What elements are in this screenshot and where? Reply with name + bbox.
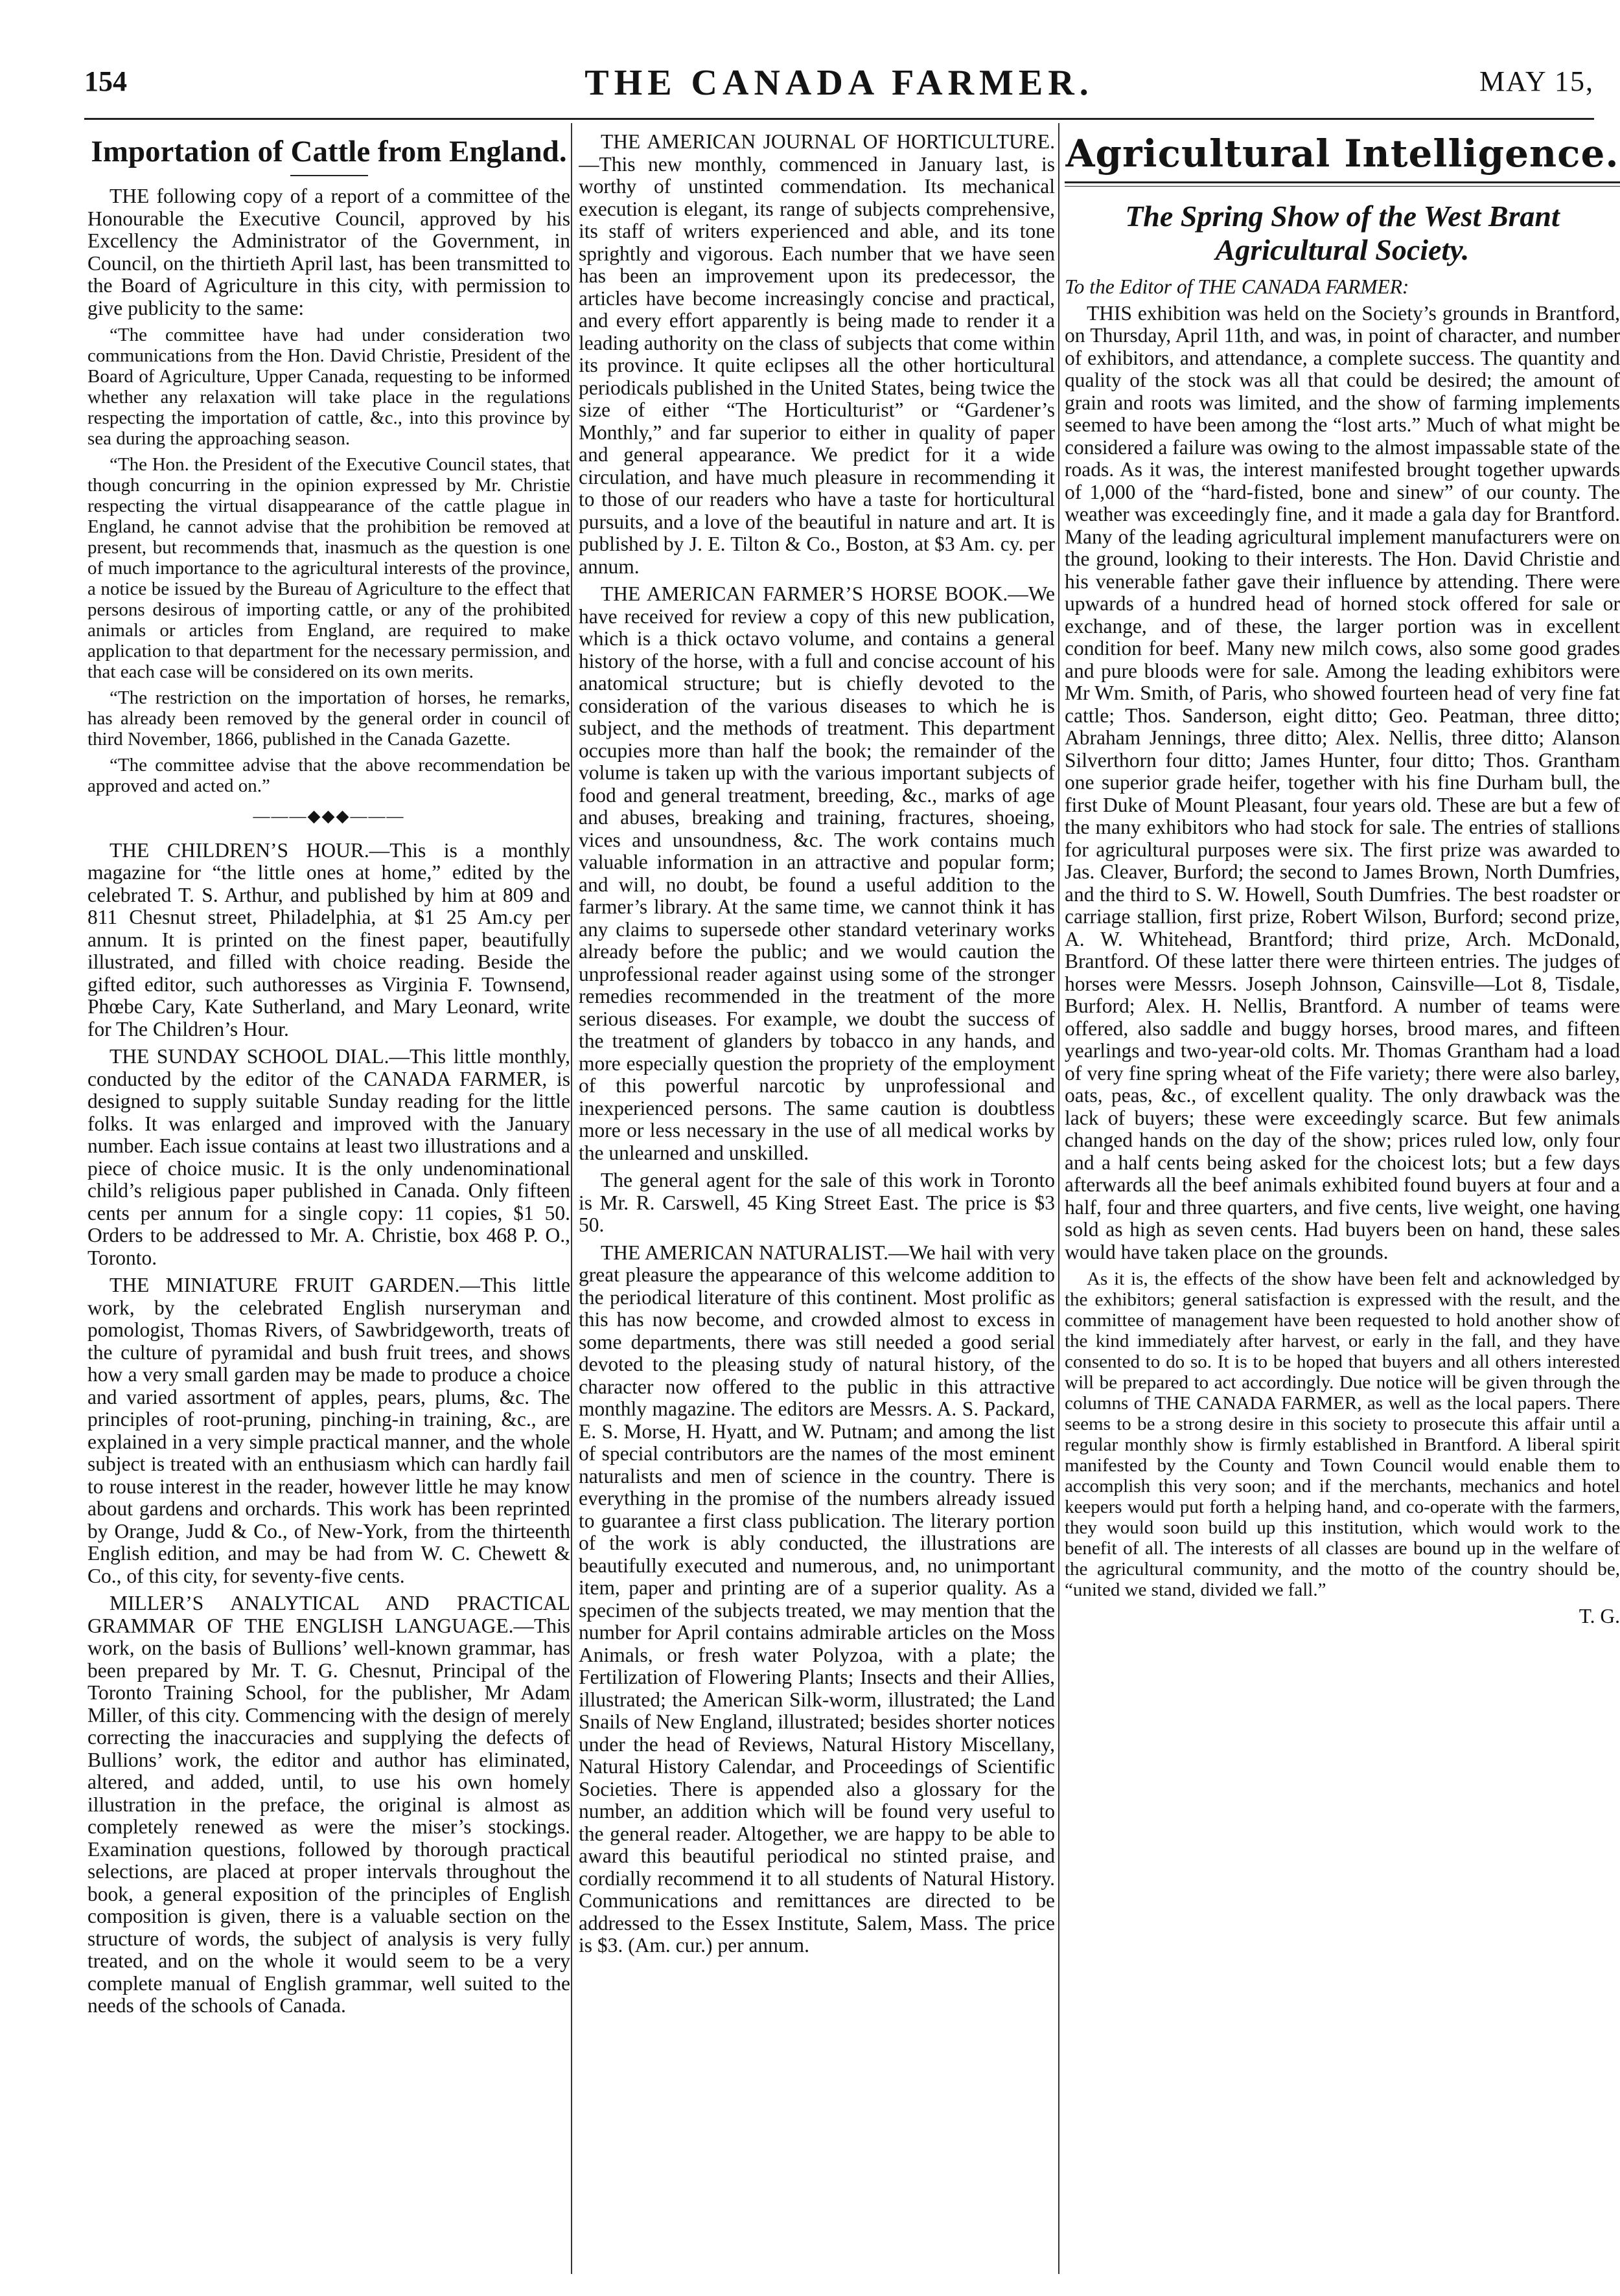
column-3 <box>1065 131 1620 2262</box>
masthead: THE CANADA FARMER. <box>584 63 1094 103</box>
quoted-paragraph: “The Hon. the President of the Executive Council states, that though concurring in the opinion expressed by Mr. Christie respecting the virtual disappearance of the cattle plague in England, he cannot advise that the prohibition be removed at present, but recommends that, inasmuch as the question is one of much importance to the agricultural interests of the province, a notice be issued by the Bureau of Agriculture to the effect that persons desirous of importing cattle, or any of the prohibited animals or articles from England, are required to make application to that department for the necessary permission, and that each case will be considered on its own merits. <box>87 454 570 682</box>
review-childrens-hour: THE CHILDREN’S HOUR.—This is a monthly magazine for “the little ones at home,” edited by the celebrated T. S. Arthur, and published by him at 809 and 811 Chesnut street, Philadelphia, at $1 25 Am.cy per annum. It is printed on the finest paper, beautifully illustrated, and filled with choice reading. Beside the gifted editor, such authoresses as Virginia F. Townsend, Phœbe Cary, Kate Sutherland, and Mary Leonard, write for The Children’s Hour. <box>87 838 570 1040</box>
letter-addressee: To the Editor of THE CANADA FARMER: <box>1065 275 1409 298</box>
section-rule <box>1065 181 1620 187</box>
horse-book-agent: The general agent for the sale of this work in Toronto is Mr. R. Carswell, 45 King Street East. The price is $3 50. <box>579 1169 1055 1236</box>
column-1 <box>87 131 570 2262</box>
column-divider <box>1058 123 1059 2274</box>
quoted-paragraph: “The committee have had under consideration two communications from the Hon. David Christie, President of the Board of Agriculture, Upper Canada, requesting to be informed whether any relaxation will take place in the regulations respecting the importation of cattle, &c., into this province by sea during the approaching season. <box>87 325 570 449</box>
review-horse-book: THE AMERICAN FARMER’S HORSE BOOK.—We have received for review a copy of this new publication, which is a thick octavo volume, and contains a general history of the horse, with a full and concise account of his anatomical structure; but is chiefly devoted to the consideration of the various diseases to which he is subject, and the methods of treatment. This department occupies more than half the book; the remainder of the volume is taken up with the various important subjects of food and general treatment, breeding, &c., marks of age and abuses, breaking and training, fractures, shoeing, vices and unsoundness, &c. The work contains much valuable information in an attractive and popular form; and will, no doubt, be found a useful addition to the farmer’s library. At the same time, we cannot think it has any claims to supersede other standard veterinary works already before the public; and we would caution the unprofessional reader against using some of the stronger remedies recommended in the treatment of the more serious diseases. For example, we doubt the success of the treatment of glanders by tobacco in any hands, and more especially question the propriety of the employment of this powerful narcotic by unprofessional and inexperienced persons. The same caution is doubtless more or less necessary in the use of all medical works by the unlearned and unskilled. <box>579 582 1055 1164</box>
review-journal-of-horticulture: THE AMERICAN JOURNAL OF HORTICULTURE.—This new monthly, commenced in January last, is worthy of unstinted commendation. Its mechanical execution is elegant, its range of subjects comprehensive, its staff of writers experienced and able, and its tone sprightly and vigorous. Each number that we have seen has been an improvement upon its predecessor, the articles have become increasingly concise and practical, and every effort apparently is being made to render it a leading authority on the class of subjects that come within its province. It quite eclipses all the other horticultural periodicals published in the United States, being twice the size of either “The Horticulturist” or “Gardener’s Monthly,” and far superior to either in quality of paper and general appearance. We predict for it a wide circulation, and have much pleasure in recommending it to those of our readers who have a taste for horticultural pursuits, and a love of the beautiful in nature and art. It is published by J. E. Tilton & Co., Boston, at $3 Am. cy. per annum. <box>579 131 1055 578</box>
quoted-paragraph: “The restriction on the importation of horses, he remarks, has already been removed by the general order in council of third November, 1866, published in the Canada Gazette. <box>87 687 570 750</box>
letter-signature: T. G. <box>1579 1605 1620 1627</box>
column-2 <box>579 131 1055 2262</box>
ornamental-divider: ———◆◆◆——— <box>253 807 405 825</box>
issue-date: MAY 15, <box>1479 65 1594 97</box>
article-paragraph: THIS exhibition was held on the Society’s grounds in Brantford, on Thursday, April 11th, and was, in point of character, and number of exhibitors, and attendance, a complete success. The quantity and quality of the stock was all that could be desired; the amount of grain and roots was limited, and the show of farming implements seemed to have been among the “lost arts.” Much of what might be considered a failure was owing to the almost impassable state of the roads. As it was, the interest manifested brought together upwards of 1,000 of the “hard-fisted, bone and sinew” of our county. The weather was exceedingly fine, and it made a gala day for Brantford. Many of the leading agricultural implement manufacturers were on the ground, looking to their interests. The Hon. David Christie and his venerable father gave their influence by attending. There were upwards of a hundred head of horned stock offered for sale or exchange, and of these, the larger portion was in excellent condition for beef. Many new milch cows, also some good grades and pure bloods were for sale. Among the leading exhibitors were Mr Wm. Smith, of Paris, who showed fourteen head of very fine fat cattle; Thos. Sanderson, eight ditto; Geo. Peatman, three ditto; Abraham Jennings, three ditto; Alex. Nellis, three ditto; Alanson Silverthorn four ditto; James Hunter, four ditto; Thos. Grantham one superior grade heifer, together with his fine Durham bull, the first Duke of Mount Pleasant, four years old. These are but a few of the many exhibitors who had stock for sale. The entries of stallions for agricultural purposes were six. The first prize was awarded to Jas. Cleaver, Burford; the second to James Brown, North Dumfries, and the third to S. W. Howell, South Dumfries. The best roadster or carriage stallion, first prize, Robert Wilson, Burford; second prize, A. W. Whitehead, Brantford; third prize, Arch. McDonald, Brantford. Of these latter there were thirteen entries. The judges of horses were Messrs. Joseph Johnson, Cainsville—Lot 8, Tisdale, Burford; Alex. H. Nellis, Brantford. A number of teams were offered, also saddle and buggy horses, brood mares, and fifteen yearlings and two-year-old colts. Mr. Thomas Grantham had a load of very fine spring wheat of the Fife variety; there were also barley, oats, peas, &c., of excellent quality. The only drawback was the lack of buyers; these were exceedingly scarce. But few animals changed hands on the day of the show; prices ruled low, only four and a half cents being asked for the choicest lots; but a few days afterwards all the beef animals exhibited found buyers at four and a half, four and three quarters, and five cents, live weight, one having sold as high as seven cents. Had buyers been on hand, these sales would have taken place on the grounds. <box>1065 301 1620 1263</box>
page-header <box>84 65 1594 110</box>
review-sunday-school-dial: THE SUNDAY SCHOOL DIAL.—This little monthly, conducted by the editor of the CANADA FARMER, is designed to supply suitable Sunday reading for the little folks. It was enlarged and improved with the January number. Each issue contains at least two illustrations and a piece of choice music. It is the only undenominational child’s religious paper published in Canada. Only fifteen cents per annum for a single copy: 11 copies, $1 50. Orders to be addressed to Mr. A. Christie, box 468 P. O., Toronto. <box>87 1045 570 1269</box>
review-miniature-fruit-garden: THE MINIATURE FRUIT GARDEN.—This little work, by the celebrated English nurseryman and pomologist, Thomas Rivers, of Sawbridgeworth, treats of the culture of pyramidal and bush fruit trees, and shows how a very small garden may be made to produce a choice and varied assortment of apples, pears, plums, &c. The principles of root-pruning, pinching-in training, &c., are explained in a very simple practical manner, and the whole subject is treated with an enthusiasm which can hardly fail to rouse interest in the reader, however little he may know about gardens and orchards. This work has been reprinted by Orange, Judd & Co., of New-York, from the thirteenth English edition, and may be had from W. C. Chewett & Co., of this city, for seventy-five cents. <box>87 1274 570 1587</box>
article-title: The Spring Show of the West Brant Agricultural Society. <box>1125 200 1560 266</box>
header-rule <box>84 118 1594 120</box>
review-american-naturalist: THE AMERICAN NATURALIST.—We hail with very great pleasure the appearance of this welcome addition to the periodical literature of this continent. Most prolific as this has now become, and crowded almost to excess in some departments, there was still needed a good serial devoted to the pleasing study of natural history, of the character now offered to the public in this attractive monthly magazine. The editors are Messrs. A. S. Packard, E. S. Morse, H. Hyatt, and W. Putnam; and among the list of special contributors are the names of the most eminent naturalists and men of science in the country. There is everything in the promise of the numbers already issued to guarantee a first class publication. The literary portion of the work is ably conducted, the illustrations are beautifully executed and numerous, and, no unimportant item, paper and printing are of a superior quality. As a specimen of the subjects treated, we may mention that the number for April contains admirable articles on the Moss Animals, or fresh water Polyzoa, with a plate; the Fertilization of Flowering Plants; Insects and their Allies, illustrated; the American Silk-worm, illustrated; the Land Snails of New England, illustrated; besides shorter notices under the head of Reviews, Natural History Miscellany, Natural History Calendar, and Proceedings of Scientific Societies. There is appended also a glossary for the number, an addition which will be found very useful to the general reader. Altogether, we are happy to be able to award this beautiful periodical no stinted praise, and cordially recommend it to all students of Natural History. Communications and remittances are directed to be addressed to the Essex Institute, Salem, Mass. The price is $3. (Am. cur.) per annum. <box>579 1241 1055 1957</box>
article-title: Importation of Cattle from England. <box>91 135 567 168</box>
review-millers-grammar: MILLER’S ANALYTICAL AND PRACTICAL GRAMMAR OF THE ENGLISH LANGUAGE.—This work, on the basis of Bullions’ well-known grammar, has been prepared by Mr. T. G. Chesnut, Principal of the Toronto Training School, for the publisher, Mr Adam Miller, of this city. Commencing with the design of merely correcting the inaccuracies and supplying the defects of Bullions’ work, the editor and author has eliminated, altered, and added, until, to use his own homely illustration in the preface, the original is almost as completely renewed as were the miser’s stockings. Examination questions, followed by thorough practical selections, are placed at proper intervals throughout the book, a general exposition of the principles of English composition is given, there is a valuable section on the structure of words, the subject of analysis is very fully treated, and on the whole it would seem to be a very complete manual of English grammar, well suited to the needs of the schools of Canada. <box>87 1592 570 2017</box>
article-paragraph: THE following copy of a report of a committee of the Honourable the Executive Council, approved by his Excellency the Administrator of the Government, in Council, on the thirtieth April last, has been transmitted to the Board of Agriculture in this city, with permission to give publicity to the same: <box>87 185 570 319</box>
quoted-paragraph: “The committee advise that the above recommendation be approved and acted on.” <box>87 755 570 796</box>
title-rule <box>290 175 368 176</box>
section-heading: Agricultural Intelligence. <box>1065 132 1619 176</box>
column-divider <box>571 123 572 2274</box>
article-paragraph: As it is, the effects of the show have been felt and acknowledged by the exhibitors; general satisfaction is expressed with the result, and the committee of management have been requested to hold another show of the kind immediately after harvest, or early in the fall, and they have consented to do so. It is to be hoped that buyers and all others interested will be prepared to act accordingly. Due notice will be given through the columns of THE CANADA FARMER, as well as the local papers. There seems to be a strong desire in this society to prosecute this affair until a regular monthly show is firmly established in Brantford. A liberal spirit manifested by the County and Town Council would enable them to accomplish this very soon; and if the merchants, mechanics and hotel keepers would put forth a helping hand, and co-operate with the farmers, they would soon build up this institution, which would work to the benefit of all. The interests of all classes are bound up in the welfare of the agricultural community, and the motto of the country should be, “united we stand, divided we fall.” <box>1065 1269 1620 1600</box>
page-number: 154 <box>84 65 127 97</box>
